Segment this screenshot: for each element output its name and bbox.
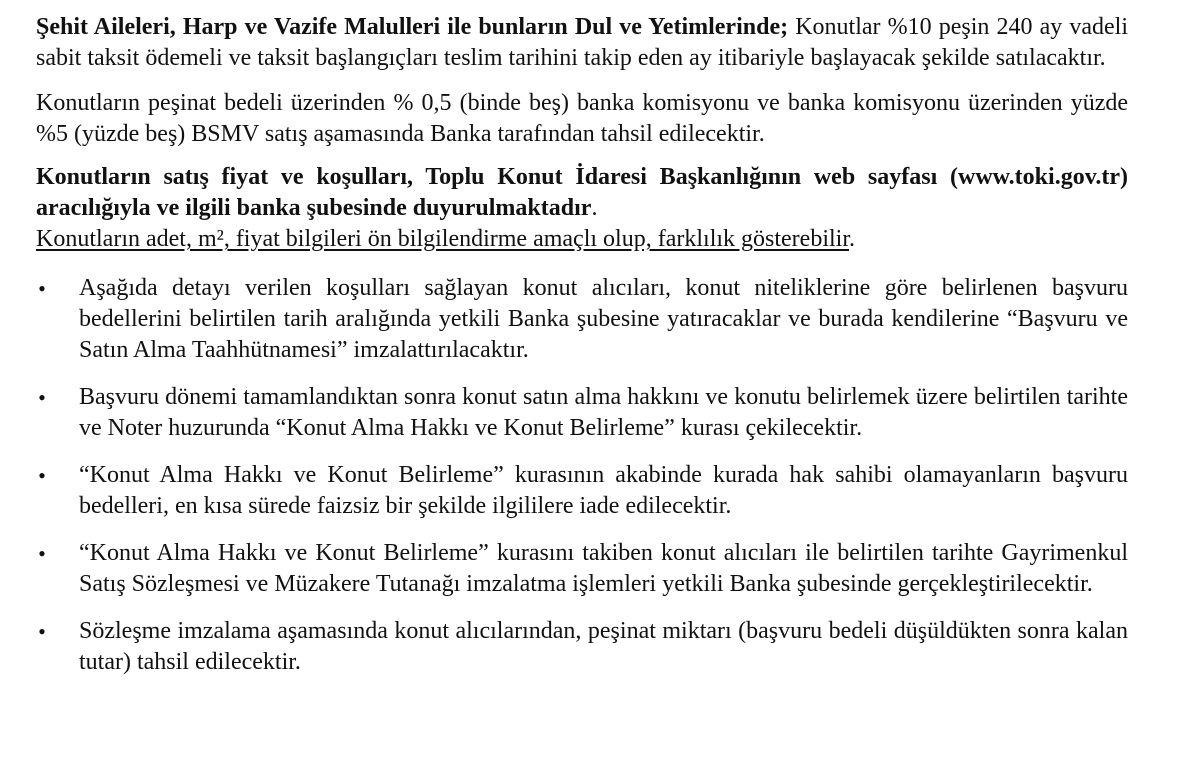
- paragraph-payment-terms-bold: Şehit Aileleri, Harp ve Vazife Malulleri ile bunların Dul ve Yetimlerinde;: [36, 14, 789, 40]
- paragraph-sales-conditions-bold: Konutların satış fiyat ve koşulları, Toplu Konut İdaresi Başkanlığının web sayfası (www.toki.gov.tr) aracılığıyla ve ilgili banka şubesinde duyurulmaktadır: [36, 164, 1128, 221]
- paragraph-commission-text: Konutların peşinat bedeli üzerinden % 0,5 (binde beş) banka komisyonu ve banka komisyonu üzerinden yüzde %5 (yüzde beş) BSMV satış aşamasında Banka tarafından tahsil edilecektir.: [36, 90, 1128, 147]
- bullet-item-text: “Konut Alma Hakkı ve Konut Belirleme” kurasının akabinde kurada hak sahibi olamayanların başvuru bedelleri, en kısa sürede faizsiz bir şekilde ilgililere iade edilecektir.: [79, 462, 1128, 519]
- bullet-icon: •: [38, 385, 46, 410]
- bullet-item-refund: [36, 460, 1128, 522]
- bullet-item-text: “Konut Alma Hakkı ve Konut Belirleme” kurasını takiben konut alıcıları ile belirtilen tarihte Gayrimenkul Satış Sözleşmesi ve Müzakere Tutanağı imzalatma işlemleri yetkili Banka şubesinde gerçekleştirilecektir.: [79, 540, 1128, 597]
- bullet-item-lottery: [36, 382, 1128, 444]
- paragraph-commission: [36, 88, 1128, 150]
- bullet-list: [36, 273, 1128, 678]
- bullet-item-text: Başvuru dönemi tamamlandıktan sonra konut satın alma hakkını ve konutu belirlemek üzere belirtilen tarihte ve Noter huzurunda “Konut Alma Hakkı ve Konut Belirleme” kurası çekilecektir.: [79, 384, 1128, 441]
- bullet-item-contract: [36, 538, 1128, 600]
- paragraph-disclaimer-underlined: Konutların adet, m², fiyat bilgileri ön bilgilendirme amaçlı olup, farklılık gösterebilir: [36, 226, 849, 252]
- paragraph-payment-terms: [36, 12, 1128, 74]
- bullet-icon: •: [38, 463, 46, 488]
- paragraph-sales-conditions-tail: .: [591, 195, 598, 221]
- bullet-icon: •: [38, 276, 46, 301]
- bullet-icon: •: [38, 541, 46, 566]
- bullet-item-text: Aşağıda detayı verilen koşulları sağlayan konut alıcıları, konut niteliklerine göre belirlenen başvuru bedellerini belirtilen tarih aralığında yetkili Banka şubesine yatıracaklar ve burada kendilerine “Başvuru ve Satın Alma Taahhütnamesi” imzalattırılacaktır.: [79, 275, 1128, 363]
- bullet-item-down-payment: [36, 616, 1128, 678]
- bullet-item-text: Sözleşme imzalama aşamasında konut alıcılarından, peşinat miktarı (başvuru bedeli düşüldükten sonra kalan tutar) tahsil edilecektir.: [79, 618, 1128, 675]
- bullet-item-application-fee: [36, 273, 1128, 366]
- paragraph-disclaimer: [36, 224, 1128, 255]
- paragraph-sales-conditions: [36, 162, 1128, 224]
- bullet-icon: •: [38, 619, 46, 644]
- paragraph-disclaimer-tail: .: [849, 226, 855, 252]
- paragraph-payment-terms-text: Konutlar %10 peşin 240 ay vadeli sabit taksit ödemeli ve taksit başlangıçları teslim tarihini takip eden ay itibariyle başlayacak şekilde satılacaktır.: [36, 14, 1128, 71]
